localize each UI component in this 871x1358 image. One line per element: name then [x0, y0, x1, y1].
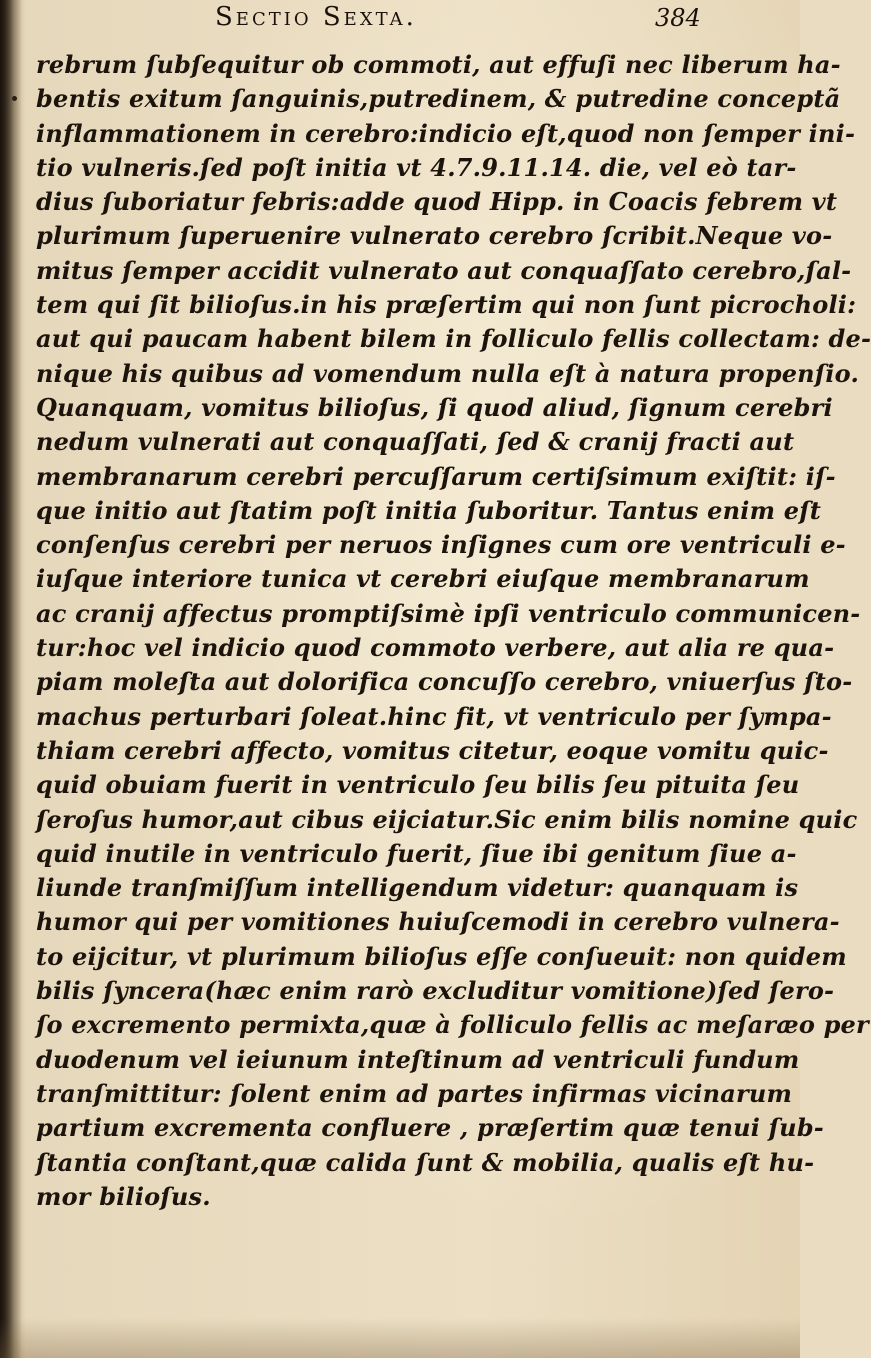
text-line: iuſque interiore tunica vt cerebri eiuſque membranarum: [36, 564, 810, 594]
text-line: humor qui per vomitiones huiuſcemodi in cerebro vulnera-: [36, 907, 840, 937]
text-line: inflammationem in cerebro:indicio eſt,quod non ſemper ini-: [36, 118, 856, 148]
text-line: tranſmittitur: ſolent enim ad partes infirmas vicinarum: [36, 1078, 793, 1108]
text-line: ſeroſus humor,aut cibus eijciatur.Sic enim bilis nomine quic: [36, 804, 858, 834]
text-line: aut qui paucam habent bilem in folliculo fellis collectam: de-: [36, 324, 871, 354]
text-line: tem qui ſit bilioſus.in his præſertim qui non ſunt picrocholi:: [36, 290, 857, 320]
text-line: liunde tranſmiſſum intelligendum videtur: quanquam is: [36, 873, 799, 903]
text-line: mor bilioſus.: [36, 1181, 211, 1211]
text-line: membranarum cerebri percuſſarum certiſsimum exiſtit: iſ-: [36, 461, 836, 491]
text-line: nique his quibus ad vomendum nulla eſt à natura propenſio.: [36, 358, 860, 388]
page-bottom-edge: [0, 1318, 800, 1358]
body-text: [36, 48, 871, 1214]
section-title: Sectio Sexta.: [215, 2, 417, 32]
text-line: tio vulneris.ſed poſt initia vt 4.7.9.11.14. die, vel eò tar-: [36, 152, 797, 182]
margin-dot-mark: [12, 96, 17, 101]
text-line: conſenſus cerebri per neruos inſignes cum ore ventriculi e-: [36, 530, 846, 560]
text-line: duodenum vel ieiunum inteſtinum ad ventriculi fundum: [36, 1044, 800, 1074]
text-line: bilis ſyncera(hæc enim rarò excluditur vomitione)ſed ſero-: [36, 976, 835, 1006]
text-line: thiam cerebri affecto, vomitus citetur, eoque vomitu quic-: [36, 735, 829, 765]
text-line: mitus ſemper accidit vulnerato aut conquaſſato cerebro,ſal-: [36, 255, 852, 285]
running-header: [215, 2, 735, 36]
text-line: ſtantia conſtant,quæ calida ſunt & mobilia, qualis eſt hu-: [36, 1147, 815, 1177]
text-line: bentis exitum ſanguinis,putredinem, & putredine conceptã: [36, 84, 841, 114]
text-line: que initio aut ſtatim poſt initia ſuboritur. Tantus enim eſt: [36, 495, 822, 525]
text-line: to eijcitur, vt plurimum bilioſus eſſe conſueuit: non quidem: [36, 941, 847, 971]
text-line: quid inutile in ventriculo fuerit, ſiue ibi genitum ſiue a-: [36, 838, 797, 868]
text-line: Quanquam, vomitus bilioſus, ſi quod aliud, ſignum cerebri: [36, 392, 833, 422]
text-line: quid obuiam fuerit in ventriculo ſeu bilis ſeu pituita ſeu: [36, 770, 800, 800]
text-line: rebrum ſubſequitur ob commoti, aut effuſi nec liberum ha-: [36, 50, 841, 79]
text-line: ac cranij affectus promptiſsimè ipſi ventriculo communicen-: [36, 598, 861, 628]
text-line: partium excrementa confluere , præſertim quæ tenui ſub-: [36, 1113, 824, 1143]
text-line: dius ſuboriatur febris:adde quod Hipp. in Coacis febrem vt: [36, 187, 838, 217]
text-line: tur:hoc vel indicio quod commoto verbere, aut alia re qua-: [36, 633, 835, 663]
text-line: piam moleſta aut dolorifica concuſſo cerebro, vniuerſus ſto-: [36, 667, 853, 697]
text-line: plurimum ſuperuenire vulnerato cerebro ſcribit.Neque vo-: [36, 221, 833, 251]
text-line: machus perturbari ſoleat.hinc fit, vt ventriculo per ſympa-: [36, 701, 832, 731]
text-line: ſo excremento permixta,quæ à folliculo fellis ac meſaræo per: [36, 1010, 869, 1040]
binding-gutter-shadow: [0, 0, 22, 1358]
text-line: nedum vulnerati aut conquaſſati, ſed & cranij fracti aut: [36, 427, 795, 457]
page-number: 384: [655, 4, 701, 32]
